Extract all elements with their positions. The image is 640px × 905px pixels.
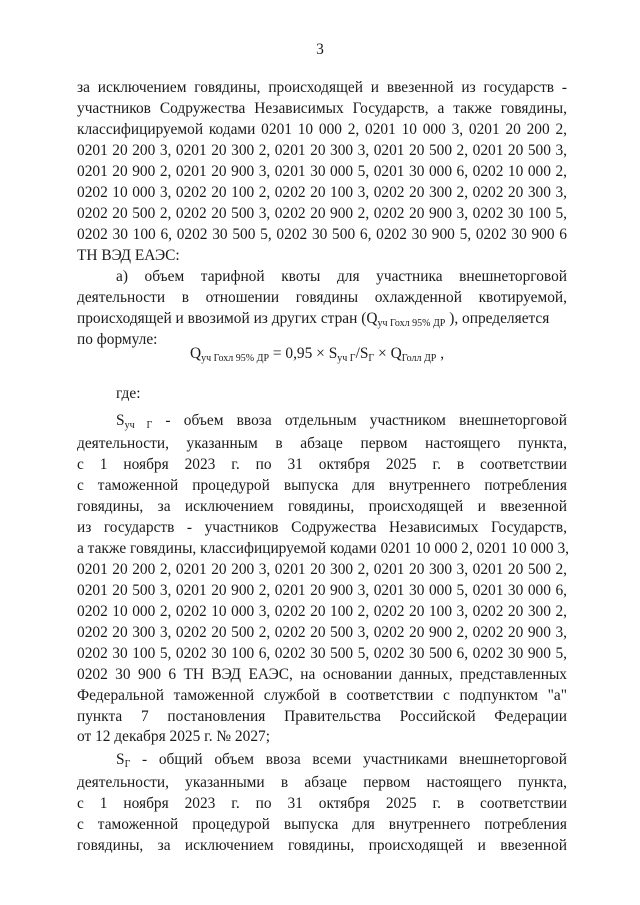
symbol-s-subscript: Г bbox=[124, 759, 131, 770]
formula-q2-subscript: Голл ДР bbox=[401, 353, 437, 364]
text-line: с таможенной процедурой выпуска для внутреннего потребления bbox=[77, 477, 567, 494]
formula-s1-subscript: уч Г bbox=[337, 353, 356, 364]
formula-end: , bbox=[436, 345, 445, 362]
text-line: 0201 20 900 2, 0201 20 900 3, 0201 30 000 5, 0201 30 000 6, 0202 10 000 2, bbox=[77, 163, 567, 180]
text-line: 0202 10 000 3, 0202 20 100 2, 0202 20 100 3, 0202 20 300 2, 0202 20 300 3, bbox=[77, 184, 567, 201]
text-line: Федеральной таможенной службой в соответствии с подпунктом "а" bbox=[77, 687, 567, 704]
text-line: 0202 10 000 2, 0202 10 000 3, 0202 20 100 2, 0202 20 100 3, 0202 20 300 2, bbox=[77, 603, 567, 620]
text-line: 0202 20 300 3, 0202 20 500 2, 0202 20 500 3, 0202 20 900 2, 0202 20 900 3, bbox=[77, 624, 567, 641]
text-line: пункта 7 постановления Правительства Российской Федерации bbox=[77, 708, 567, 725]
text-line: 0202 30 100 6, 0202 30 500 5, 0202 30 500 6, 0202 30 900 5, 0202 30 900 6 bbox=[77, 226, 567, 243]
text-line: говядины, за исключением говядины, происходящей и ввезенной bbox=[77, 498, 567, 515]
text-line-with-symbol bbox=[77, 309, 577, 329]
text-span: происходящей и ввозимой из других стран ( bbox=[77, 310, 367, 327]
text-line: деятельности, указанным в абзаце первом настоящего пункта, bbox=[77, 435, 567, 452]
text-line: деятельности в отношении говядины охлажденной квотируемой, bbox=[77, 289, 567, 306]
text-line: говядины, за исключением говядины, происходящей и ввезенной bbox=[77, 837, 567, 854]
text-line: классифицируемой кодами 0201 10 000 2, 0201 10 000 3, 0201 20 200 2, bbox=[77, 121, 567, 138]
formula-s2: S bbox=[359, 345, 369, 362]
text-line: участников Содружества Независимых Государств, а также говядины, bbox=[77, 100, 567, 117]
text-line: из государств - участников Содружества Независимых Государств, bbox=[77, 519, 567, 536]
text-line: 0202 30 900 6 ТН ВЭД ЕАЭС, на основании данных, представленных bbox=[77, 666, 567, 683]
text-line: а) объем тарифной квоты для участника внешнеторговой bbox=[116, 268, 567, 285]
formula-times: × bbox=[374, 345, 391, 362]
text-span: ), определяется bbox=[445, 310, 550, 327]
formula-s1: S bbox=[328, 345, 338, 362]
symbol-s-subscript: уч Г bbox=[124, 420, 153, 431]
text-line: 0201 20 200 2, 0201 20 200 3, 0201 20 300 2, 0201 20 300 3, 0201 20 500 2, bbox=[77, 561, 567, 578]
formula-q2: Q bbox=[390, 345, 402, 362]
formula-lhs: Q bbox=[190, 345, 202, 362]
definition-s-g bbox=[116, 750, 567, 770]
text-line: ТН ВЭД ЕАЭС: bbox=[77, 247, 180, 264]
text-span: - общий объем ввоза всеми участниками внешнеторговой bbox=[130, 751, 567, 768]
formula-divide: / bbox=[355, 345, 360, 362]
text-line: деятельности, указанными в абзаце первом настоящего пункта, bbox=[77, 774, 567, 791]
text-line: за исключением говядины, происходящей и ввезенной из государств - bbox=[77, 79, 567, 96]
symbol-s: S bbox=[116, 751, 125, 768]
symbol-q: Q bbox=[366, 310, 378, 327]
text-line: 0201 20 200 3, 0201 20 300 2, 0201 20 300 3, 0201 20 500 2, 0201 20 500 3, bbox=[77, 142, 567, 159]
formula-lhs-subscript: уч Гохл 95% ДР bbox=[201, 353, 270, 364]
text-line: 0201 20 500 3, 0201 20 900 2, 0201 20 900 3, 0201 30 000 5, 0201 30 000 6, bbox=[77, 582, 567, 599]
definition-s-uch-g bbox=[116, 411, 567, 431]
quota-formula bbox=[190, 344, 490, 369]
text-line: а также говядины, классифицируемой кодами 0201 10 000 2, 0201 10 000 3, bbox=[77, 540, 569, 557]
text-span: - объем ввоза отдельным участником внешнеторговой bbox=[152, 412, 567, 429]
text-line: от 12 декабря 2025 г. № 2027; bbox=[77, 728, 270, 745]
formula-s2-subscript: Г bbox=[368, 353, 375, 364]
text-line: где: bbox=[116, 385, 141, 402]
text-line: по формуле: bbox=[77, 331, 158, 348]
formula-equals: = 0,95 × bbox=[269, 345, 329, 362]
symbol-q-subscript: уч Гохл 95% ДР bbox=[377, 318, 446, 329]
text-line: с таможенной процедурой выпуска для внутреннего потребления bbox=[77, 816, 567, 833]
symbol-s: S bbox=[116, 412, 125, 429]
text-line: 0202 20 500 2, 0202 20 500 3, 0202 20 900 2, 0202 20 900 3, 0202 30 100 5, bbox=[77, 205, 567, 222]
text-line: 0202 30 100 5, 0202 30 100 6, 0202 30 500 5, 0202 30 500 6, 0202 30 900 5, bbox=[77, 645, 567, 662]
text-line: с 1 ноября 2023 г. по 31 октября 2025 г. в соответствии bbox=[77, 456, 567, 473]
page-number: 3 bbox=[316, 41, 324, 58]
text-line: с 1 ноября 2023 г. по 31 октября 2025 г. в соответствии bbox=[77, 795, 567, 812]
